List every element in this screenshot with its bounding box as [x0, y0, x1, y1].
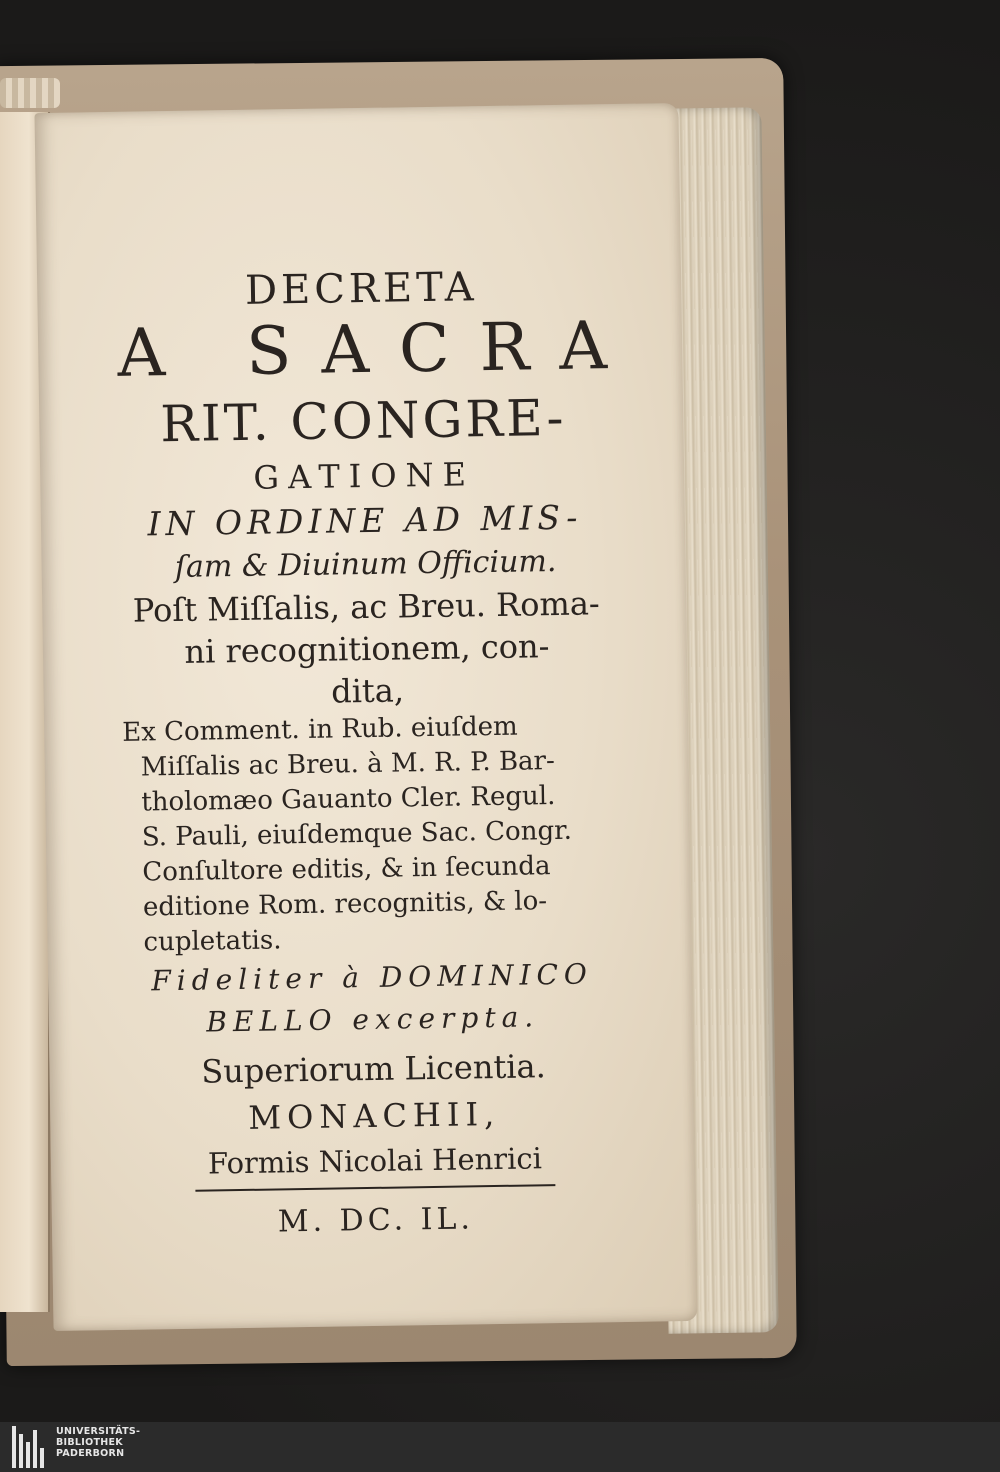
title-line-rit-congre: RIT. CONGRE-	[159, 388, 567, 454]
editor-line: Fideliter à DOMINICO	[151, 957, 594, 998]
body-line: Miſſalis ac Breu. à M. R. P. Bar-	[140, 746, 555, 783]
library-name-line: PADERBORN	[56, 1448, 125, 1459]
title-line-dita: dita,	[330, 671, 405, 711]
library-footer	[0, 1422, 1000, 1472]
editor-line: BELLO excerpta.	[206, 1000, 540, 1039]
library-name-line: BIBLIOTHEK	[56, 1437, 123, 1448]
title-line-officium: ſam & Diuinum Officium.	[174, 543, 557, 585]
title-line-in-ordine: IN ORDINE AD MIS-	[147, 497, 583, 544]
year-line: M. DC. IL.	[277, 1201, 475, 1240]
body-line: cupletatis.	[143, 925, 282, 958]
imprint-rule	[195, 1184, 555, 1192]
title-line-gatione: GATIONE	[253, 455, 476, 497]
title-line-decreta: DECRETA	[244, 264, 478, 314]
body-line: Conſultore editis, & in ſecunda	[142, 851, 551, 888]
title-page-text	[81, 254, 656, 1248]
place-line: MONACHII,	[247, 1094, 501, 1137]
library-name	[56, 1426, 140, 1459]
body-line: S. Pauli, eiuſdemque Sac. Congr.	[141, 815, 573, 853]
body-line: editione Rom. recognitis, & lo-	[142, 886, 548, 923]
library-name-line: UNIVERSITÄTS-	[56, 1426, 141, 1437]
title-line-post-missalis: Poſt Miſſalis, ac Breu. Roma-	[132, 584, 600, 630]
body-line: Ex Comment. in Rub. eiuſdem	[121, 711, 518, 748]
title-page	[34, 103, 697, 1331]
printer-line: Formis Nicolai Henrici	[207, 1141, 543, 1181]
headband	[0, 78, 60, 108]
title-line-recognitionem: ni recognitionem, con-	[184, 627, 550, 671]
library-logo-icon	[12, 1426, 52, 1468]
body-line: tholomæo Gauanto Cler. Regul.	[141, 781, 556, 818]
title-line-a-sacra: A SACRA	[116, 306, 638, 392]
license-line: Superiorum Licentia.	[201, 1047, 547, 1091]
